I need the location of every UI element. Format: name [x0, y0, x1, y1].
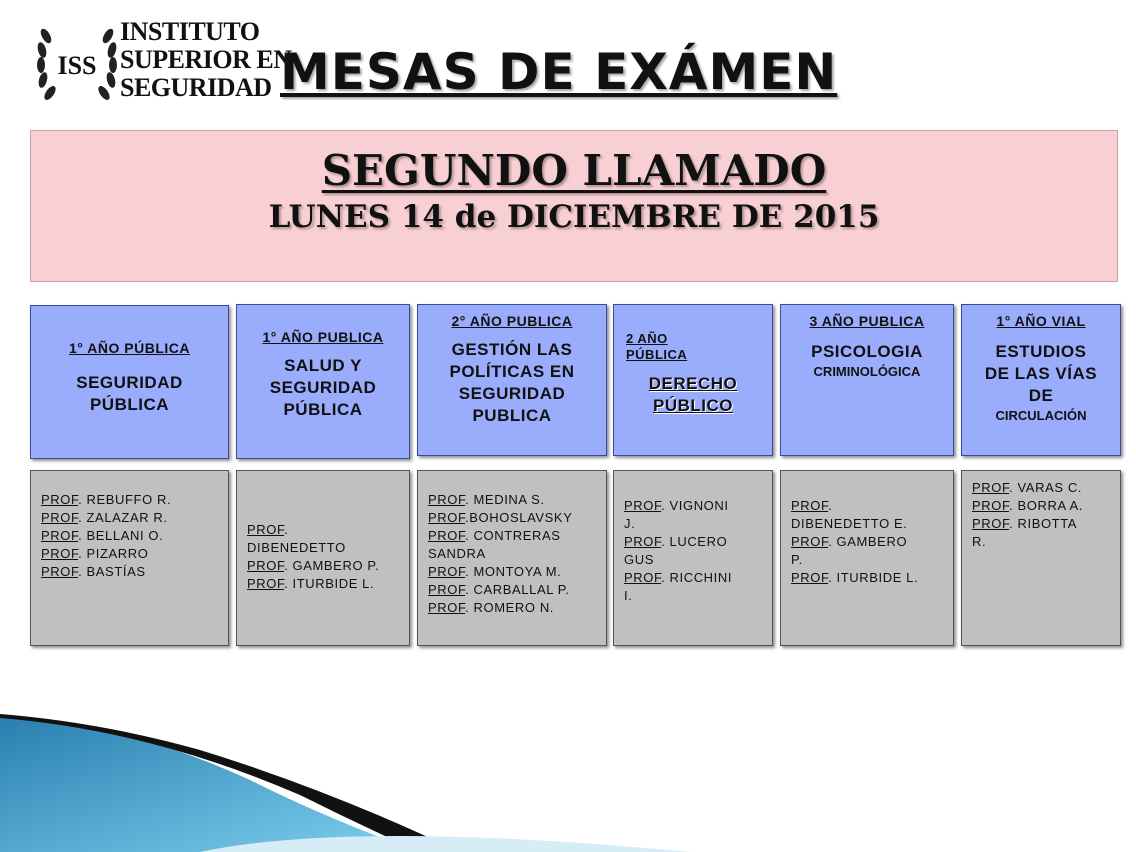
subject-header: 2° AÑO PUBLICA [451, 313, 573, 329]
professor-line: PROF. ZALAZAR R. [41, 510, 168, 525]
professor-line: I. [624, 588, 633, 603]
logo-line-2: SUPERIOR EN [120, 45, 292, 74]
professor-box-1 [30, 470, 229, 646]
subject-name-line: DERECHO [648, 374, 738, 393]
professor-line: PROF. ROMERO N. [428, 600, 555, 615]
institute-logo [36, 16, 292, 110]
subject-box-6 [961, 304, 1121, 456]
subject-box-2 [236, 304, 410, 459]
professor-box-6 [961, 470, 1121, 646]
subject-box-5 [780, 304, 954, 456]
professor-line: PROF. BELLANI O. [41, 528, 164, 543]
subject-name-line: SEGURIDAD [76, 373, 183, 392]
subject-name-line: GESTIÓN LAS [451, 340, 573, 359]
professor-line: PROF. CARBALLAL P. [428, 582, 570, 597]
subject-name-line: PUBLICA [472, 406, 552, 425]
subject-name-line: PSICOLOGIA [811, 342, 923, 361]
professor-line: PROF. [247, 522, 289, 537]
professor-line: PROF. ITURBIDE L. [247, 576, 375, 591]
subject-header: 3 AÑO PUBLICA [809, 313, 925, 329]
logo-line-3: SEGURIDAD [120, 73, 272, 102]
laurel-wreath-icon [36, 16, 120, 110]
subject-box-1 [30, 305, 229, 459]
logo-line-1: INSTITUTO [120, 17, 260, 46]
subject-name-line: SALUD Y [284, 356, 362, 375]
subject-name-line: DE LAS VÍAS [984, 364, 1098, 383]
subject-name-line: PÚBLICA [89, 395, 170, 414]
professor-box-3 [417, 470, 607, 646]
professor-line: DIBENEDETTO E. [791, 516, 908, 531]
professor-line: PROF.BOHOSLAVSKY [428, 510, 573, 525]
professor-line: PROF. BASTÍAS [41, 564, 146, 579]
professor-line: GUS [624, 552, 654, 567]
subject-name-line: PÚBLICO [653, 396, 733, 415]
subject-header: 2 AÑO [626, 331, 668, 346]
professor-line: PROF. VIGNONI [624, 498, 729, 513]
professor-line: PROF. RICCHINI [624, 570, 733, 585]
banner-title: SEGUNDO LLAMADO [321, 146, 827, 195]
subject-header: 1° AÑO PÚBLICA [69, 340, 190, 356]
subject-name-line: SEGURIDAD [269, 378, 377, 397]
professor-line: J. [624, 516, 636, 531]
professor-line: PROF. REBUFFO R. [41, 492, 172, 507]
professor-line: PROF. GAMBERO P. [247, 558, 380, 573]
subject-box-3 [417, 304, 607, 456]
professor-line: PROF. VARAS C. [972, 480, 1083, 495]
professor-line: P. [791, 552, 803, 567]
decorative-wave [0, 700, 700, 852]
subject-name-line: POLÍTICAS EN [449, 362, 575, 381]
subject-header: 1° AÑO VIAL [996, 313, 1086, 329]
professor-line: DIBENEDETTO [247, 540, 346, 555]
professor-box-2 [236, 470, 410, 646]
banner-date: LUNES 14 de DICIEMBRE DE 2015 [268, 199, 880, 235]
subject-name-line: SEGURIDAD [458, 384, 566, 403]
professor-line: PROF. MEDINA S. [428, 492, 545, 507]
professor-line: PROF. LUCERO [624, 534, 728, 549]
professor-box-4 [613, 470, 773, 646]
logo-mark: ISS [57, 51, 97, 80]
professor-line: PROF. ITURBIDE L. [791, 570, 919, 585]
subject-name-small: CIRCULACIÓN [995, 408, 1087, 423]
subject-name-line: PÚBLICA [283, 400, 363, 419]
call-banner [30, 130, 1118, 282]
professor-line: R. [972, 534, 987, 549]
subject-name-small: CRIMINOLÓGICA [813, 364, 921, 379]
professor-box-5 [780, 470, 954, 646]
subject-header: PÚBLICA [626, 347, 688, 362]
professor-line: SANDRA [428, 546, 486, 561]
subject-name-line: DE [1028, 386, 1054, 405]
subject-name-line: ESTUDIOS [995, 342, 1087, 361]
subject-box-4 [613, 304, 773, 456]
professor-line: PROF. [791, 498, 833, 513]
page-title: MESAS DE EXÁMEN [280, 43, 838, 101]
professor-line: PROF. MONTOYA M. [428, 564, 562, 579]
professor-line: PROF. CONTRERAS [428, 528, 561, 543]
professor-line: PROF. PIZARRO [41, 546, 149, 561]
professor-line: PROF. RIBOTTA [972, 516, 1078, 531]
logo-text [120, 18, 291, 102]
professor-line: PROF. BORRA A. [972, 498, 1083, 513]
professor-line: PROF. GAMBERO [791, 534, 908, 549]
subject-header: 1° AÑO PUBLICA [262, 329, 384, 345]
